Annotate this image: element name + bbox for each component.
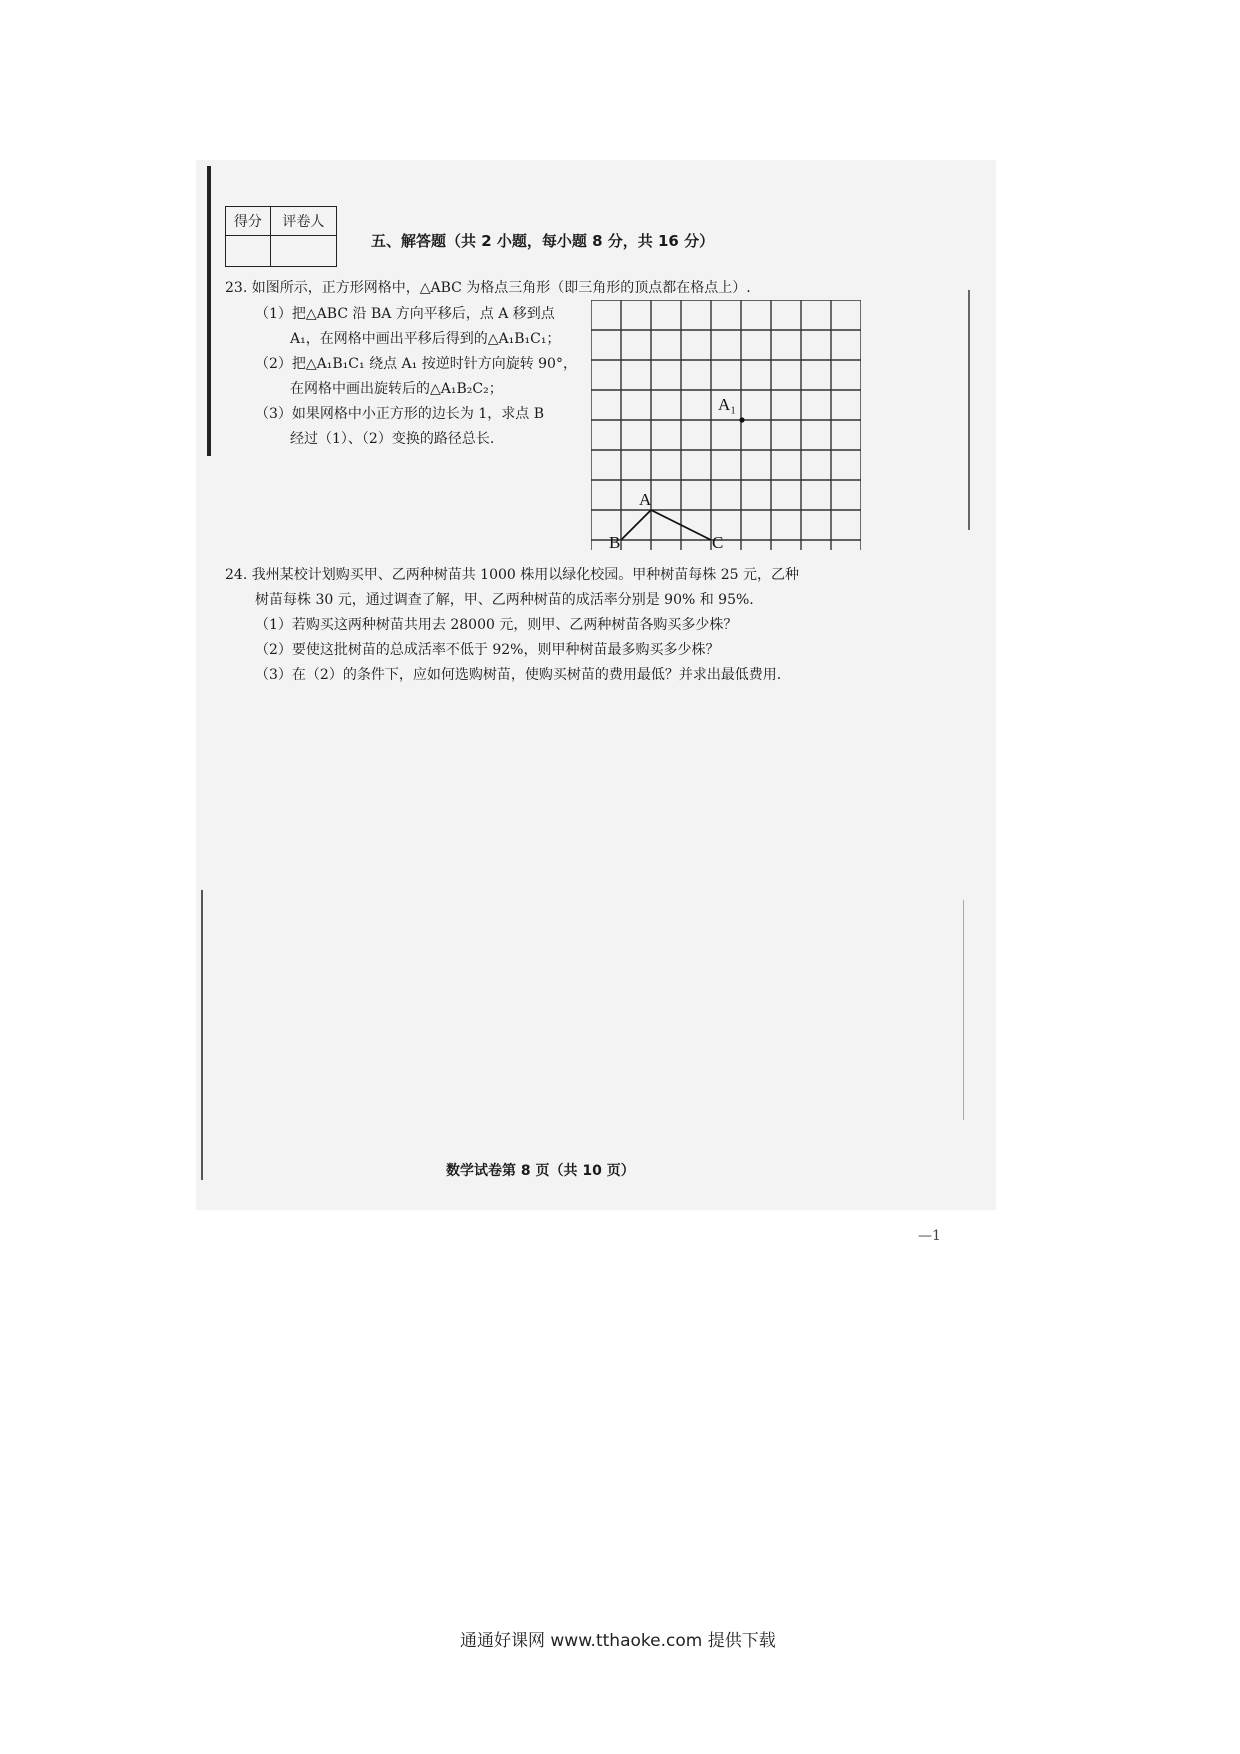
label-a1: A₁	[718, 395, 737, 414]
scan-edge-line	[207, 166, 211, 456]
site-footer: 通通好课网 www.tthaoke.com 提供下载	[460, 1631, 776, 1651]
scan-edge-line	[963, 900, 964, 1120]
label-b: B	[609, 533, 621, 550]
q23-part2-line1: （2）把△A₁B₁C₁ 绕点 A₁ 按逆时针方向旋转 90°，	[255, 356, 577, 372]
score-box	[225, 206, 337, 267]
triangle-abc	[621, 510, 711, 540]
q23-part2-line2: 在网格中画出旋转后的△A₁B₂C₂；	[290, 381, 503, 397]
edge-ba	[621, 510, 651, 540]
q24-stem-line1: 24. 我州某校计划购买甲、乙两种树苗共 1000 株用以绿化校园。甲种树苗每株 25 元，乙种	[225, 567, 799, 583]
q23-stem: 23. 如图所示，正方形网格中，△ABC 为格点三角形（即三角形的顶点都在格点上）.	[225, 280, 751, 296]
grid-lines	[591, 300, 861, 550]
page-number-footer: 数学试卷第 8 页（共 10 页）	[446, 1163, 635, 1179]
scan-edge-line	[201, 890, 203, 1180]
score-cell[interactable]	[226, 236, 271, 267]
label-c: C	[712, 533, 724, 550]
q23-part3-line2: 经过（1）、（2）变换的路径总长.	[290, 431, 495, 447]
q23-part1-line1: （1）把△ABC 沿 BA 方向平移后，点 A 移到点	[255, 306, 555, 322]
grader-label: 评卷人	[270, 207, 336, 236]
square-grid-figure	[591, 300, 861, 550]
score-label: 得分	[226, 207, 271, 236]
q24-part1: （1）若购买这两种树苗共用去 28000 元，则甲、乙两种树苗各购买多少株？	[255, 617, 738, 633]
grader-cell[interactable]	[270, 236, 336, 267]
label-a: A	[639, 490, 652, 509]
q23-part1-line2: A₁，在网格中画出平移后得到的△A₁B₁C₁；	[290, 331, 561, 347]
q23-part3-line1: （3）如果网格中小正方形的边长为 1，求点 B	[255, 406, 545, 422]
q24-part2: （2）要使这批树苗的总成活率不低于 92%，则甲种树苗最多购买多少株？	[255, 642, 720, 658]
scan-edge-line	[968, 290, 970, 530]
corner-mark: —1	[918, 1228, 941, 1244]
q24-part3: （3）在（2）的条件下，应如何选购树苗，使购买树苗的费用最低？并求出最低费用.	[255, 667, 782, 683]
point-a1	[739, 417, 744, 422]
section-title: 五、解答题（共 2 小题，每小题 8 分，共 16 分）	[371, 232, 715, 250]
q24-stem-line2: 树苗每株 30 元，通过调查了解，甲、乙两种树苗的成活率分别是 90% 和 95%.	[255, 592, 754, 608]
